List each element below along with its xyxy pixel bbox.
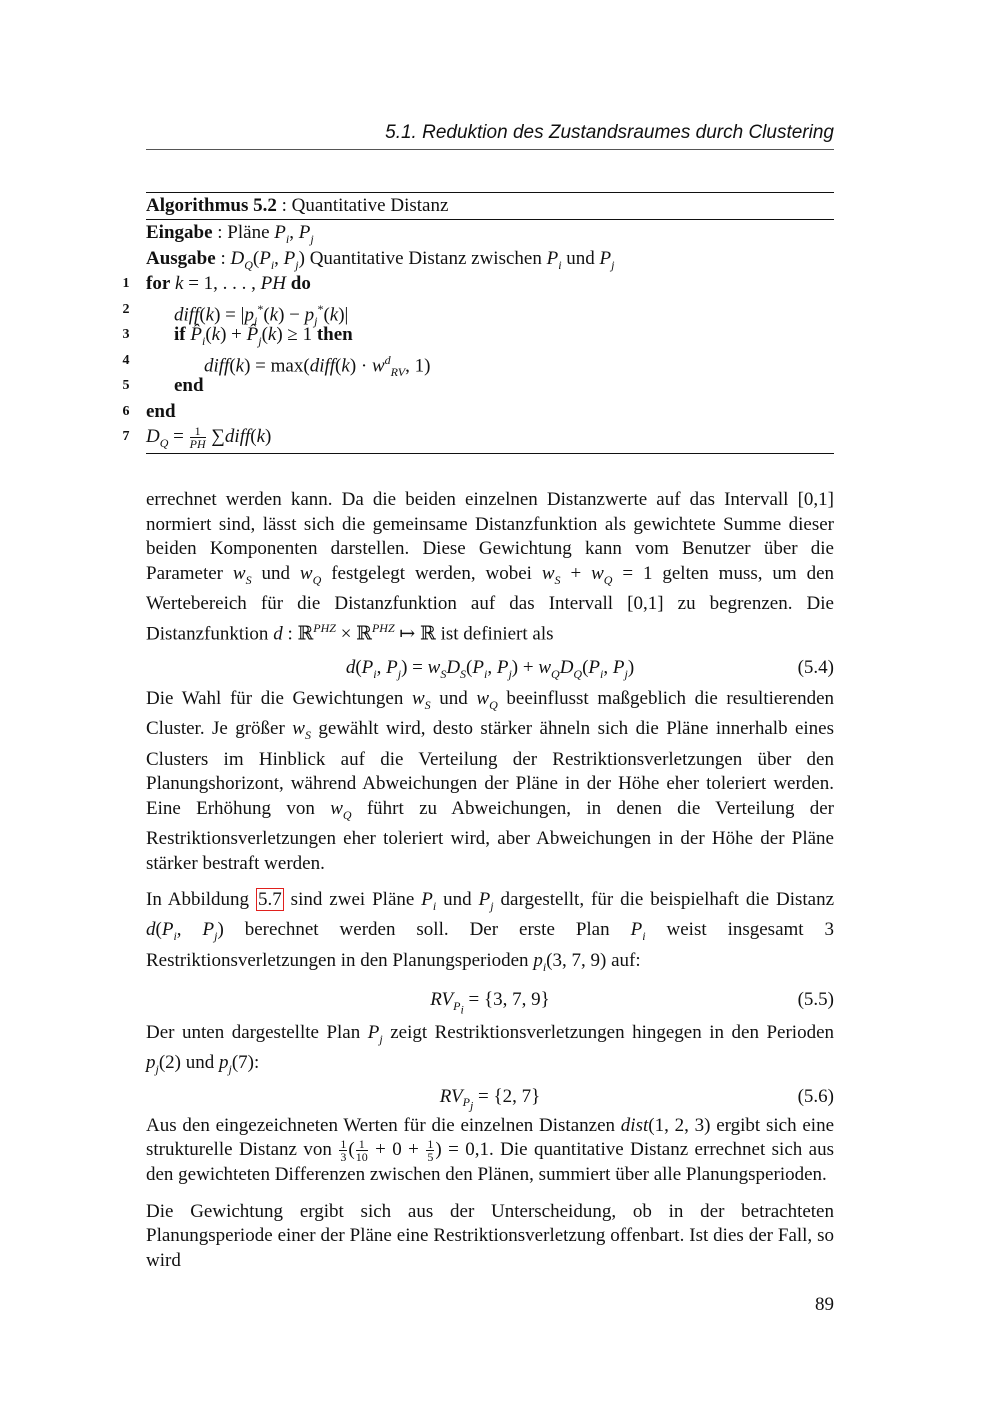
- equation-5-4: $d(P_i$, $P_j) = w_SD_S(P_i$, $P_j) + w_QD_Q(P_i$, $P_j$) (5.4): [345, 657, 834, 681]
- algorithm-input: Eingabe : Pläne $P_i$, $P_j$: [146, 222, 314, 246]
- algorithm-line-3: 3 if $P̂_i(k)$ + $P̂_j(k) \ge 1$ then: [122, 324, 353, 348]
- figure-reference-link[interactable]: 5.7: [257, 889, 282, 911]
- header-rule: [146, 149, 834, 150]
- equation-5-6: $RV_{P_j} = \{2$, 7} (5.6): [439, 1085, 834, 1113]
- algorithm-line-7: 7 $D_Q$ = $\frac{1}{PH}$ ∑diff(k): [122, 424, 272, 452]
- paragraph-3: In Abbildung 5.7 sind zwei Pläne $P_i$ und $P_j$ dargestellt, für die beispielhaft die Distanz $d(P_i$, $P_j$) berechnet werden soll. Der erste Plan $P_i$ weist insgesamt 3 Restriktionsverletzungen in den Planungsperioden $p_i(3$, 7, 9) auf:: [146, 889, 835, 974]
- algorithm-line-2: 2 diff(k) = $|p_i^*(k) - p_j^*(k)|$: [122, 301, 349, 328]
- algorithm-title: Algorithmus 5.2 : Quantitative Distanz: [146, 195, 449, 216]
- page-number: 89: [815, 1294, 834, 1315]
- algorithm-output: Ausgabe : $D_Q(P_i$, $P_j$) Quantitative Distanz zwischen $P_i$ und $P_j$: [146, 247, 615, 272]
- paragraph-2: Die Wahl für die Gewichtungen $w_S$ und $w_Q$ beeinflusst maßgeblich die resultierenden Cluster. Je größer $w_S$ gewählt wird, desto stärker ähneln sich die Pläne innerhalb eines Clusters im Hinblick auf die Verteilung der Restriktionsverletzungen über den Planungshorizont, während Abweichungen der Pläne in der Höhe eher toleriert werden. Eine Erhöhung von $w_Q$ führt zu Abweichungen, in denen die Verteilung der Restriktionsverletzungen eher toleriert wird, aber Abweichungen in der Höhe der Pläne stärker bestraft werden.: [146, 688, 835, 874]
- paragraph-5: Aus den eingezeichneten Werten für die einzelnen Distanzen dist(1, 2, 3) ergibt sich eine strukturelle Distanz von $\frac{1}{3}$ ( $\frac{1}{10}$ + 0 + $\frac{1}{5}$ ) = 0,1. Die quantitative Distanz errechnet sich aus den gewichteten Differenzen zwischen den Plänen, summiert über alle Planungsperioden.: [146, 1114, 835, 1186]
- equation-5-5: $RV_{P_i} = \{3$, 7, 9} (5.5): [430, 988, 834, 1017]
- body-text: [146, 488, 834, 1273]
- algorithm-box: [122, 192, 834, 454]
- paragraph-6: Die Gewichtung ergibt sich aus der Unterscheidung, ob in der betrachteten Planungsperiode einer der Pläne eine Restriktionsverletzung offenbart. Ist dies der Fall, so wird: [146, 1200, 834, 1271]
- paragraph-1: errechnet werden kann. Da die beiden einzelnen Distanzwerte auf das Intervall [0,1] normiert sind, lässt sich die gemeinsame Distanzfunktion als gewichtete Summe dieser beiden Komponenten darstellen. Diese Gewichtung kann vom Benutzer über die Parameter $w_S$ und $w_Q$ festgelegt werden, wobei $w_S + w_Q = 1$ gelten muss, um den Wertebereich für die Distanzfunktion auf das Intervall [0,1] zu begrenzen. Die Distanzfunktion d : ℝ$^{PHZ}$ × ℝ$^{PHZ}$ ↦ ℝ ist definiert als: [146, 489, 835, 645]
- paragraph-4: Der unten dargestellte Plan $P_j$ zeigt Restriktionsverletzungen hingegen in den Perioden $p_j(2)$ und $p_j(7)$:: [146, 1021, 835, 1076]
- algorithm-line-5: 5 end: [122, 375, 204, 396]
- algorithm-line-1: 1 for k = 1, . . . , PH do: [122, 273, 311, 294]
- algorithm-line-6: 6 end: [122, 400, 176, 422]
- running-header: 5.1. Reduktion des Zustandsraumes durch Clustering: [385, 122, 834, 143]
- algorithm-line-4: 4 diff(k) = max(diff(k) · $w^d_{RV}$, 1): [122, 352, 431, 379]
